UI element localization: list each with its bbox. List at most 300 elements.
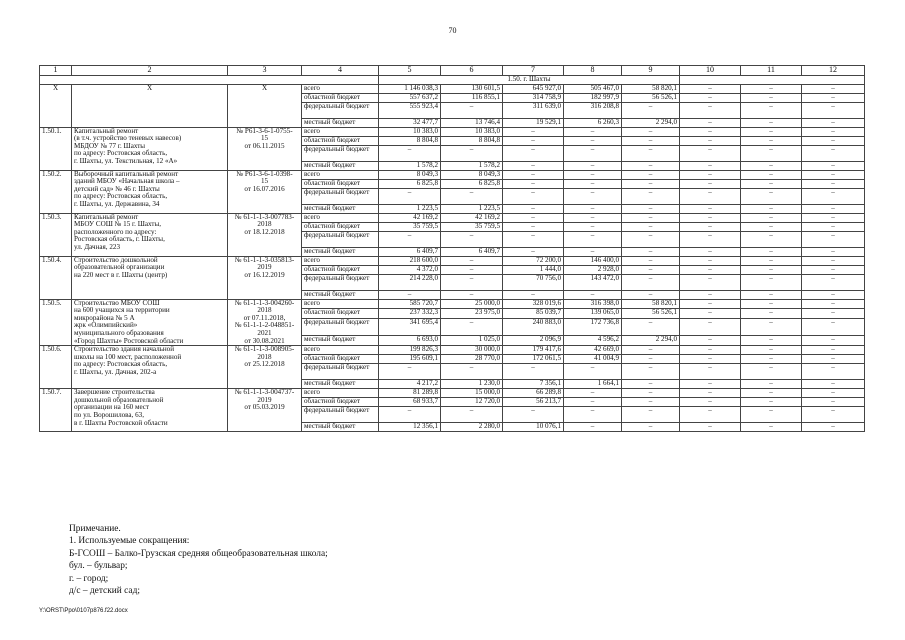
item-document-line: 2021 — [257, 328, 272, 337]
item-document — [228, 299, 302, 346]
note-line: Примечание. — [69, 524, 121, 534]
amount-cell: – — [802, 127, 865, 136]
funding-source-label: областной бюджет — [302, 179, 379, 188]
amount-cell: 10 383,0 — [379, 127, 441, 136]
amount-cell: 8 804,8 — [379, 136, 441, 145]
amount-cell: 328 019,6 — [503, 299, 564, 309]
amount-cell: 6 825,8 — [441, 179, 503, 188]
amount-cell: – — [741, 231, 802, 247]
amount-cell: – — [802, 256, 865, 265]
funding-source-label: федеральный бюджет — [302, 102, 379, 118]
amount-cell: – — [503, 161, 564, 170]
amount-cell: – — [680, 222, 741, 231]
page-number: 70 — [448, 26, 457, 35]
amount-cell: – — [680, 309, 741, 319]
amount-cell: 2 294,0 — [622, 336, 680, 346]
table-row — [40, 127, 865, 136]
amount-cell: – — [802, 407, 865, 423]
amount-cell: – — [622, 355, 680, 364]
amount-cell: – — [622, 256, 680, 265]
amount-cell: 35 759,5 — [441, 222, 503, 231]
amount-cell: 143 472,0 — [564, 274, 622, 290]
column-number: 8 — [564, 66, 622, 76]
amount-cell: 12 356,1 — [379, 423, 441, 432]
amount-cell: – — [802, 118, 865, 127]
item-document-line: от 07.11.2018, — [243, 313, 286, 322]
amount-cell: – — [741, 423, 802, 432]
amount-cell: – — [741, 309, 802, 319]
amount-cell: – — [802, 222, 865, 231]
amount-cell: 555 923,4 — [379, 102, 441, 118]
item-name — [72, 256, 228, 299]
amount-cell: – — [680, 118, 741, 127]
empty-cell — [680, 76, 865, 85]
amount-cell: – — [622, 398, 680, 407]
column-number: 7 — [503, 66, 564, 76]
amount-cell: – — [622, 213, 680, 222]
amount-cell: – — [564, 222, 622, 231]
funding-source-label: областной бюджет — [302, 355, 379, 364]
funding-source-label: местный бюджет — [302, 336, 379, 346]
amount-cell: 314 758,9 — [503, 93, 564, 102]
amount-cell: – — [802, 179, 865, 188]
amount-cell: – — [564, 136, 622, 145]
amount-cell: 505 467,0 — [564, 84, 622, 93]
amount-cell: – — [379, 231, 441, 247]
amount-cell: – — [680, 319, 741, 336]
amount-cell: – — [802, 213, 865, 222]
amount-cell: 6 260,3 — [564, 118, 622, 127]
item-name-line: Завершение строительства — [74, 388, 155, 397]
amount-cell: 1 223,5 — [441, 204, 503, 213]
amount-cell: 1 025,0 — [441, 336, 503, 346]
footer-file-path: Y:\ORST\Ppo\0107p876.f22.docx — [39, 608, 128, 614]
amount-cell: 214 228,0 — [379, 274, 441, 290]
amount-cell: 66 289,8 — [503, 389, 564, 398]
item-document-line: № Р61-3-6-1-0398- — [236, 170, 293, 178]
item-document — [228, 170, 302, 213]
amount-cell: – — [741, 145, 802, 161]
amount-cell: – — [741, 389, 802, 398]
item-document-line: 2018 — [257, 352, 272, 361]
funding-source-label: всего — [302, 170, 379, 179]
amount-cell: – — [741, 247, 802, 256]
amount-cell: – — [503, 127, 564, 136]
amount-cell: – — [622, 346, 680, 355]
funding-source-label: местный бюджет — [302, 380, 379, 389]
amount-cell: – — [622, 188, 680, 204]
table-row — [40, 389, 865, 398]
amount-cell: – — [379, 407, 441, 423]
item-name — [72, 389, 228, 432]
item-number: 1.50.2. — [40, 170, 72, 213]
amount-cell: – — [741, 274, 802, 290]
column-number: 10 — [680, 66, 741, 76]
item-name — [72, 299, 228, 346]
item-number: 1.50.6. — [40, 346, 72, 389]
item-document-line: 2019 — [257, 263, 272, 272]
amount-cell: – — [441, 188, 503, 204]
funding-source-label: областной бюджет — [302, 309, 379, 319]
funding-source-label: местный бюджет — [302, 247, 379, 256]
amount-cell: 316 208,8 — [564, 102, 622, 118]
amount-cell: 68 933,7 — [379, 398, 441, 407]
item-name-line: г. Шахты, ул. Державина, 34 — [74, 199, 160, 208]
amount-cell: – — [622, 290, 680, 299]
amount-cell: – — [564, 179, 622, 188]
amount-cell: 8 049,3 — [379, 170, 441, 179]
funding-source-label: федеральный бюджет — [302, 364, 379, 380]
amount-cell: – — [622, 389, 680, 398]
amount-cell: – — [802, 290, 865, 299]
item-name-line: г. Шахты, ул. Дачная, 202-а — [74, 367, 157, 376]
amount-cell: 585 720,7 — [379, 299, 441, 309]
amount-cell: – — [622, 274, 680, 290]
amount-cell: – — [564, 290, 622, 299]
amount-cell: – — [503, 213, 564, 222]
amount-cell: – — [441, 364, 503, 380]
amount-cell: – — [441, 290, 503, 299]
amount-cell: – — [741, 170, 802, 179]
item-name-line: по адресу: Ростовская область, — [74, 360, 168, 369]
amount-cell: – — [680, 145, 741, 161]
amount-cell: – — [680, 93, 741, 102]
amount-cell: – — [741, 102, 802, 118]
amount-cell: – — [802, 145, 865, 161]
note-line: 1. Используемые сокращения: — [69, 536, 190, 547]
amount-cell: 58 820,1 — [622, 84, 680, 93]
amount-cell: 179 417,6 — [503, 346, 564, 355]
amount-cell: – — [802, 188, 865, 204]
amount-cell: – — [564, 247, 622, 256]
amount-cell: – — [802, 389, 865, 398]
amount-cell: – — [680, 355, 741, 364]
amount-cell: 15 000,0 — [441, 389, 503, 398]
amount-cell: – — [564, 188, 622, 204]
amount-cell: 199 826,3 — [379, 346, 441, 355]
funding-source-label: всего — [302, 213, 379, 222]
amount-cell: 182 997,9 — [564, 93, 622, 102]
table-row — [40, 213, 865, 222]
funding-source-label: всего — [302, 389, 379, 398]
column-number: 4 — [302, 66, 379, 76]
amount-cell: – — [802, 93, 865, 102]
amount-cell: – — [680, 290, 741, 299]
amount-cell: – — [503, 188, 564, 204]
amount-cell: – — [564, 398, 622, 407]
item-name-line: школы на 100 мест, расположенной — [74, 352, 182, 361]
amount-cell: – — [680, 84, 741, 93]
amount-cell: 42 169,2 — [379, 213, 441, 222]
amount-cell: 42 169,2 — [441, 213, 503, 222]
amount-cell: – — [741, 346, 802, 355]
item-name-line: Ростовская область, г. Шахты, — [74, 235, 165, 244]
amount-cell: 72 200,0 — [503, 256, 564, 265]
column-number-row — [40, 66, 865, 76]
amount-cell: – — [802, 398, 865, 407]
amount-cell: – — [680, 213, 741, 222]
amount-cell: 4 372,0 — [379, 265, 441, 274]
amount-cell: – — [741, 84, 802, 93]
item-document — [228, 213, 302, 256]
item-name-line: на 220 мест в г. Шахты (центр) — [74, 270, 168, 279]
item-name-line: по адресу: Ростовская область, — [74, 192, 168, 201]
funding-source-label: областной бюджет — [302, 398, 379, 407]
amount-cell: – — [622, 247, 680, 256]
item-name-line: образовательной организации — [74, 263, 165, 272]
amount-cell: 58 820,1 — [622, 299, 680, 309]
amount-cell: – — [741, 290, 802, 299]
amount-cell: – — [503, 290, 564, 299]
amount-cell: – — [802, 84, 865, 93]
amount-cell: – — [680, 423, 741, 432]
amount-cell: – — [503, 136, 564, 145]
item-name — [72, 127, 228, 170]
item-document — [228, 256, 302, 299]
amount-cell: – — [802, 247, 865, 256]
amount-cell: – — [379, 290, 441, 299]
amount-cell: – — [741, 161, 802, 170]
amount-cell: – — [680, 170, 741, 179]
amount-cell: 2 280,0 — [441, 423, 503, 432]
amount-cell: – — [802, 170, 865, 179]
item-name — [72, 346, 228, 389]
amount-cell: – — [741, 398, 802, 407]
item-name-line: г. Шахты, ул. Текстильная, 12 «А» — [74, 156, 178, 165]
amount-cell: – — [741, 222, 802, 231]
empty-cell — [40, 76, 379, 85]
amount-cell: – — [564, 389, 622, 398]
item-document-line: от 06.11.2015 — [244, 141, 285, 150]
table-row — [40, 84, 865, 93]
amount-cell: – — [802, 299, 865, 309]
amount-cell: – — [741, 256, 802, 265]
amount-cell: – — [741, 179, 802, 188]
amount-cell: – — [680, 247, 741, 256]
amount-cell: 4 596,2 — [564, 336, 622, 346]
item-document-line: от 25.12.2018 — [244, 360, 285, 369]
item-name — [72, 213, 228, 256]
amount-cell: – — [503, 407, 564, 423]
funding-source-label: местный бюджет — [302, 423, 379, 432]
amount-cell: 341 695,4 — [379, 319, 441, 336]
item-document-line: № 61-1-1-3-004260- — [234, 299, 295, 307]
amount-cell: – — [802, 265, 865, 274]
table-row — [40, 346, 865, 355]
amount-cell: 1 230,0 — [441, 380, 503, 389]
item-name-line: дошкольной образовательной — [74, 395, 164, 404]
amount-cell: – — [680, 179, 741, 188]
item-name-line: Выборочный капитальный ремонт — [74, 170, 179, 178]
amount-cell: – — [680, 161, 741, 170]
amount-cell: – — [802, 336, 865, 346]
amount-cell: – — [441, 102, 503, 118]
funding-source-label: федеральный бюджет — [302, 188, 379, 204]
amount-cell: – — [802, 309, 865, 319]
amount-cell: – — [802, 161, 865, 170]
amount-cell: 8 804,8 — [441, 136, 503, 145]
amount-cell: – — [622, 127, 680, 136]
amount-cell: – — [564, 170, 622, 179]
note-line: г. – город; — [69, 573, 109, 584]
column-number: 12 — [802, 66, 865, 76]
amount-cell: – — [622, 407, 680, 423]
amount-cell: 1 578,2 — [441, 161, 503, 170]
amount-cell: – — [680, 346, 741, 355]
amount-cell: – — [622, 102, 680, 118]
item-name-line: муниципального образования — [74, 328, 164, 337]
amount-cell: – — [680, 265, 741, 274]
amount-cell: 23 975,0 — [441, 309, 503, 319]
amount-cell: 2 928,0 — [564, 265, 622, 274]
amount-cell: – — [741, 265, 802, 274]
amount-cell: – — [441, 407, 503, 423]
item-document — [228, 346, 302, 389]
item-document-line: 2018 — [257, 306, 272, 315]
item-name-line: детский сад» № 46 г. Шахты — [74, 184, 160, 193]
column-number: 3 — [228, 66, 302, 76]
amount-cell: 10 383,0 — [441, 127, 503, 136]
item-name-line: Строительство здания начальной — [74, 345, 175, 354]
amount-cell: 56 526,1 — [622, 93, 680, 102]
amount-cell: – — [622, 231, 680, 247]
amount-cell: – — [802, 204, 865, 213]
amount-cell: 8 049,3 — [441, 170, 503, 179]
amount-cell: 218 600,0 — [379, 256, 441, 265]
amount-cell: – — [622, 423, 680, 432]
summary-col-2: X — [72, 84, 228, 127]
amount-cell: – — [379, 188, 441, 204]
funding-source-label: местный бюджет — [302, 161, 379, 170]
amount-cell: – — [741, 118, 802, 127]
amount-cell: – — [741, 136, 802, 145]
column-number: 6 — [441, 66, 503, 76]
amount-cell: – — [680, 364, 741, 380]
amount-cell: – — [564, 127, 622, 136]
amount-cell: 85 039,7 — [503, 309, 564, 319]
item-name-line: зданий МБОУ «Начальная школа – — [74, 177, 180, 186]
amount-cell: – — [441, 145, 503, 161]
amount-cell: 25 000,0 — [441, 299, 503, 309]
note-line: бул. – бульвар; — [69, 561, 128, 572]
amount-cell: – — [503, 179, 564, 188]
table-row — [40, 256, 865, 265]
amount-cell: 6 409,7 — [441, 247, 503, 256]
funding-source-label: федеральный бюджет — [302, 231, 379, 247]
column-number: 11 — [741, 66, 802, 76]
amount-cell: – — [503, 364, 564, 380]
funding-source-label: местный бюджет — [302, 118, 379, 127]
amount-cell: – — [802, 136, 865, 145]
amount-cell: – — [680, 102, 741, 118]
amount-cell: – — [441, 231, 503, 247]
amount-cell: 81 289,8 — [379, 389, 441, 398]
amount-cell: 146 400,0 — [564, 256, 622, 265]
funding-source-label: областной бюджет — [302, 93, 379, 102]
table-row — [40, 299, 865, 309]
amount-cell: – — [622, 364, 680, 380]
item-document-line: 15 — [260, 134, 269, 143]
amount-cell: 2 294,0 — [622, 118, 680, 127]
item-name-line: «Город Шахты» Ростовской области — [74, 336, 184, 345]
item-name-line: на 600 учащихся на территории — [74, 306, 170, 315]
amount-cell: – — [741, 93, 802, 102]
amount-cell: – — [741, 380, 802, 389]
item-number: 1.50.1. — [40, 127, 72, 170]
amount-cell: – — [441, 256, 503, 265]
amount-cell: – — [622, 265, 680, 274]
amount-cell: – — [680, 256, 741, 265]
item-name-line: в г. Шахты Ростовской области — [74, 418, 168, 427]
note-line: Б-ГСОШ – Балко-Грузская средняя общеобразовательная школа; — [69, 548, 328, 559]
item-document-line: от 30.08.2021 — [244, 336, 285, 345]
item-document-line: от 18.12.2018 — [244, 227, 285, 236]
amount-cell: – — [680, 136, 741, 145]
amount-cell: – — [741, 127, 802, 136]
item-name-line: Капитальный ремонт — [74, 213, 139, 221]
amount-cell: – — [564, 213, 622, 222]
column-number: 2 — [72, 66, 228, 76]
amount-cell: 6 409,7 — [379, 247, 441, 256]
funding-source-label: всего — [302, 127, 379, 136]
amount-cell: 13 746,4 — [441, 118, 503, 127]
item-name — [72, 170, 228, 213]
amount-cell: 12 720,0 — [441, 398, 503, 407]
item-document-line: № 61-1-1-3-008905- — [234, 345, 295, 354]
amount-cell: – — [622, 179, 680, 188]
amount-cell: – — [564, 364, 622, 380]
item-name-line: (в т.ч. устройство теневых навесов) — [74, 134, 182, 143]
amount-cell: – — [564, 423, 622, 432]
amount-cell: – — [680, 204, 741, 213]
item-name-line: жрк «Олимпийский» — [74, 321, 138, 330]
amount-cell: – — [680, 398, 741, 407]
amount-cell: – — [802, 380, 865, 389]
item-number: 1.50.5. — [40, 299, 72, 346]
amount-cell: 172 061,5 — [503, 355, 564, 364]
funding-source-label: местный бюджет — [302, 204, 379, 213]
column-number: 1 — [40, 66, 72, 76]
amount-cell: – — [802, 346, 865, 355]
item-document-line: № 61-1-1-3-007783- — [234, 213, 295, 221]
amount-cell: 7 356,1 — [503, 380, 564, 389]
item-document-line: № 61-1-1-3-004737- — [234, 388, 295, 397]
item-document-line: № Р61-3-6-1-0755- — [236, 127, 293, 135]
item-document-line: от 16.12.2019 — [244, 270, 285, 279]
table-row — [40, 170, 865, 179]
amount-cell: 311 639,0 — [503, 102, 564, 118]
amount-cell: – — [622, 170, 680, 179]
funding-source-label: всего — [302, 346, 379, 355]
section-title: 1.50. г. Шахты — [379, 76, 680, 85]
funding-source-label: всего — [302, 256, 379, 265]
amount-cell: 195 609,1 — [379, 355, 441, 364]
amount-cell: 2 096,9 — [503, 336, 564, 346]
funding-source-label: всего — [302, 299, 379, 309]
amount-cell: – — [741, 319, 802, 336]
funding-source-label: всего — [302, 84, 379, 93]
note-line: д/с – детский сад; — [69, 586, 140, 597]
amount-cell: 41 004,9 — [564, 355, 622, 364]
item-name-line: расположенного по адресу: — [74, 227, 157, 236]
item-document-line: 2018 — [257, 220, 272, 229]
item-name-line: МБОУ СОШ № 15 г. Шахты, — [74, 220, 162, 229]
amount-cell: – — [741, 204, 802, 213]
item-name-line: по адресу: Ростовская область, — [74, 149, 168, 158]
amount-cell: 1 578,2 — [379, 161, 441, 170]
item-name-line: ул. Дачная, 223 — [74, 242, 120, 251]
amount-cell: – — [680, 188, 741, 204]
